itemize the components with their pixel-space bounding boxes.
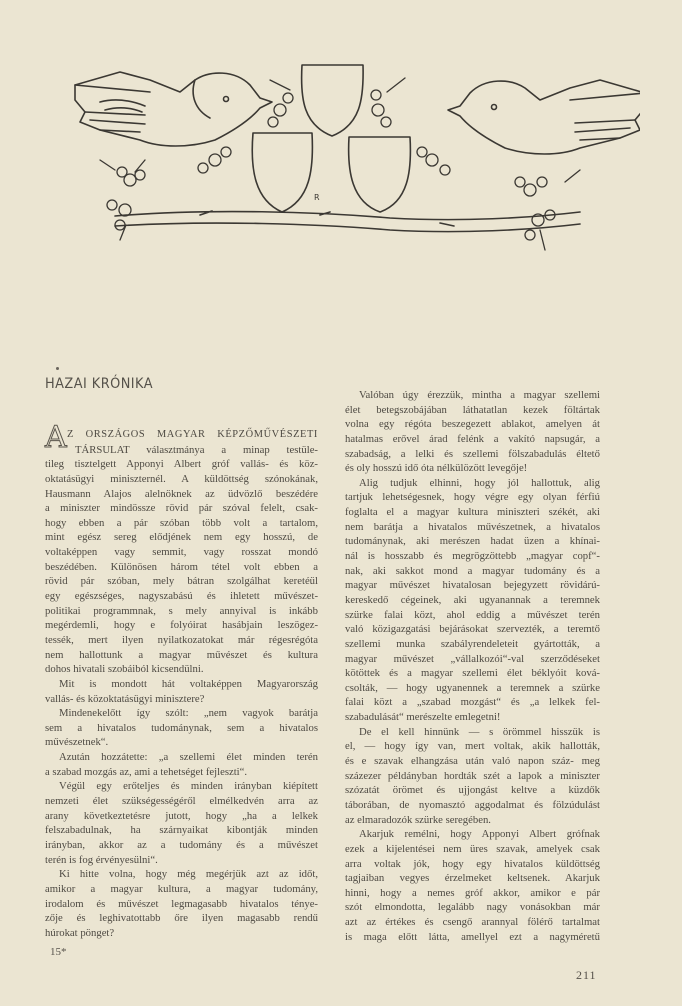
text-line: Végül egy erőteljes és minden irányban kiépített bbox=[59, 780, 318, 793]
text-line: felszabadulnak, ha szárnyaikat kibontják minden bbox=[45, 824, 318, 837]
paragraph bbox=[345, 827, 600, 944]
text-line: arra voltak jók, hogy egy hivatalos küldöttség bbox=[345, 857, 600, 870]
text-line: oktatásügyi miniszternél. A küldöttség szónokának, bbox=[45, 472, 318, 485]
print-mark bbox=[56, 367, 59, 370]
text-line: foglalta el a magyar kultura miniszteri székét, aki bbox=[345, 506, 600, 519]
text-line: nem barátja a hivatalos művészetnek, a hivatalos bbox=[345, 520, 600, 533]
text-line: el, — hogy így van, mert voltak, akik hallották, bbox=[345, 740, 600, 753]
text-line: Mit is mondott hát voltaképpen Magyarország bbox=[59, 677, 318, 690]
text-line: dohos hivatali szobáiból kicsendülni. bbox=[45, 663, 204, 676]
text-line: Ki hitte volna, hogy még megérjük azt az időt, bbox=[59, 868, 318, 881]
paragraph bbox=[45, 706, 318, 750]
text-line: irodalom és művészet legmagasabb hivatalos ténye- bbox=[45, 897, 318, 910]
text-line: amikor a magyar kultura, a magyar tudomány, bbox=[45, 882, 318, 895]
text-line: zője és leghivatottabb őre ilyen magasabb rendű bbox=[45, 912, 318, 925]
paragraph bbox=[45, 428, 318, 677]
signature-mark: 15* bbox=[50, 946, 67, 958]
text-line: egy egészséges, nagyszabású és ihletett művészet- bbox=[45, 590, 318, 603]
text-line: tudománynak, aki merészen hadat üzen a khínai- bbox=[345, 535, 600, 548]
text-line: voltaképpen vagy semmit, vagy rosszat mondó bbox=[45, 546, 318, 559]
text-line: mint egész sereg elődjének nem egy hosszú, de bbox=[45, 531, 318, 544]
paragraph bbox=[45, 779, 318, 867]
text-line: szót elmondotta, legalább nagy vonásokban már bbox=[345, 901, 600, 914]
text-line: a miniszter mindössze rövid pár szóval felelt, csak- bbox=[45, 502, 318, 515]
text-line: kereskedő cégeinek, aki ugyanannak a teremnek bbox=[345, 593, 600, 606]
text-line: és oly hosszú idő óta nélkülözött levegője! bbox=[345, 462, 528, 475]
text-line: TÁRSULAT választmánya a minap testüle- bbox=[75, 443, 318, 456]
text-line: húrokat pönget? bbox=[45, 926, 115, 939]
text-line: Z ORSZÁGOS MAGYAR KÉPZŐMŰVÉSZETI bbox=[67, 429, 318, 440]
text-line: is maga előtt látta, amellyel ezt a nagyméretű bbox=[345, 930, 600, 943]
shield-right bbox=[349, 137, 411, 212]
text-line: az elmaradozók szürke seregében. bbox=[345, 813, 491, 826]
text-line: Azután hozzátette: „a szellemi élet minden terén bbox=[59, 751, 318, 764]
text-line: szózatát örömet és ujjongást keltve a küzdők bbox=[345, 784, 600, 797]
text-line: De el kell hinnünk — s örömmel hisszük is bbox=[359, 725, 600, 738]
text-line: megérdemli, hogy e folyóirat hasábjain leszögez- bbox=[45, 619, 318, 632]
branch bbox=[115, 211, 580, 232]
paragraph bbox=[345, 476, 600, 725]
shield-left bbox=[252, 133, 312, 212]
section-title: HAZAI KRÓNIKA bbox=[45, 376, 154, 392]
right-bird bbox=[448, 80, 640, 154]
text-line: Mindenekelőtt így szólt: „nem vagyok barátja bbox=[59, 707, 318, 720]
text-line: rövid pár szóban, mely bátran szolgálhat keretéül bbox=[45, 575, 318, 588]
text-line: nál is hosszabb és megrögzöttebb „magyar copf“- bbox=[345, 550, 600, 563]
text-line: irányban, akkor az a tudomány és a művészet bbox=[45, 838, 318, 851]
text-line: kötöttek és a magyar szellemi élet béklyóit ková- bbox=[345, 667, 600, 680]
text-line: arany következtetésre jutott, hogy „ha a lelkek bbox=[45, 809, 318, 822]
left-bird bbox=[75, 72, 272, 146]
paragraph bbox=[45, 677, 318, 706]
text-line: a szabad mozgás az, ami a tehetséget fejleszti“. bbox=[45, 765, 248, 778]
text-line: tagjaiban vegyes érzelmeket keltsenek. Akarjuk bbox=[345, 872, 600, 885]
text-line: azt az értékes és csengő arannyal fölérő tartalmat bbox=[345, 916, 600, 929]
text-line: hinni, hogy a nemes gróf akkor, amikor e pár bbox=[345, 886, 600, 899]
text-line: csolták, — hogy ugyanennek a teremnek a szürke bbox=[345, 681, 600, 694]
text-line: sem a hivatalos tudománynak, sem a hivatalos bbox=[45, 721, 318, 734]
text-line: volna egy régóta beszegezett ablakot, amelyen át bbox=[345, 418, 600, 431]
text-line: tessék, mert ilyen nyilatkozatokat már régesrégóta bbox=[45, 633, 318, 646]
text-line: terén is fog érvényesülni“. bbox=[45, 853, 158, 866]
text-line: nemzeti élet szükségességéről elmélkedvén arra az bbox=[45, 795, 318, 808]
text-line: szürke falai közt, ahol eddig a művészet terén bbox=[345, 608, 600, 621]
text-line: való közigazgatási bejárásokat szervezték, a teremtő bbox=[345, 623, 600, 636]
text-line: politikai programmnak, s mely annyival is inkább bbox=[45, 604, 318, 617]
text-line: falai közt a „szabad mozgást“ és „a lelkek fel- bbox=[345, 696, 600, 709]
header-illustration-birds-shields bbox=[60, 40, 640, 260]
text-line: hatalmas erővel árad felénk a vakító napsugár, a bbox=[345, 432, 600, 445]
text-line: vallás- és közoktatásügyi minisztere? bbox=[45, 692, 205, 705]
text-line: százezer példányban hordták szét a lapok a miniszter bbox=[345, 769, 600, 782]
text-line: nem hallottunk a magyar művészet és kultura bbox=[45, 648, 318, 661]
text-line: tileg tisztelgett Apponyi Albert gróf vallás- és köz- bbox=[45, 458, 318, 471]
text-line: Alig tudjuk elhinni, hogy jól hallottuk, alig bbox=[359, 476, 600, 489]
text-line: nak, aki sakkot mond a magyar tudomány és a bbox=[345, 564, 600, 577]
paragraph bbox=[345, 725, 600, 827]
shield-top bbox=[302, 65, 364, 136]
text-line: táborában, de nyomasztó aggodalmat és fölzúdulást bbox=[345, 798, 600, 811]
text-line: és e szavak elhangzása után való napon száz- meg bbox=[345, 755, 600, 768]
text-line: szellemi munka szabályrendeleteit gyártották, a bbox=[345, 637, 600, 650]
right-column bbox=[345, 388, 600, 944]
text-line: művészetnek“. bbox=[45, 736, 109, 749]
drop-cap: A bbox=[45, 420, 67, 455]
text-line: Akarjuk remélni, hogy Apponyi Albert grófnak bbox=[359, 828, 600, 841]
text-line: magyar művészet hivatalosan bejegyzett rövidárú- bbox=[345, 579, 600, 592]
text-line: hogy ebben a pár szóban több volt a tartalom, bbox=[45, 516, 318, 529]
paragraph bbox=[345, 388, 600, 476]
text-line: Valóban úgy érezzük, mintha a magyar szellemi bbox=[359, 389, 600, 401]
text-line: beszédében. Különösen három tétel volt ebben a bbox=[45, 560, 318, 573]
page-number: 211 bbox=[576, 968, 597, 982]
paragraph bbox=[45, 750, 318, 779]
text-line: magyar művészet „vállalkozói“-val szerződéseket bbox=[345, 652, 600, 665]
text-line: tartjuk lehetségesnek, hogy végre egy olyan férfiú bbox=[345, 491, 600, 504]
text-line: Hausmann Alajos alelnöknek az üdvözlő beszédére bbox=[45, 487, 318, 500]
monogram: R bbox=[314, 193, 320, 202]
paragraph bbox=[45, 867, 318, 940]
left-column bbox=[45, 428, 318, 940]
text-line: élet betegszobájában láthatatlan kezek föltártak bbox=[345, 403, 600, 416]
text-line: szabadulását“ merészelte emlegetni! bbox=[345, 711, 501, 724]
text-line: szabadság, a lelki és szellemi fölszabadulás éltető bbox=[345, 447, 600, 460]
text-line: ezek a kijelentései nem üres szavak, amelyek csak bbox=[345, 842, 600, 855]
